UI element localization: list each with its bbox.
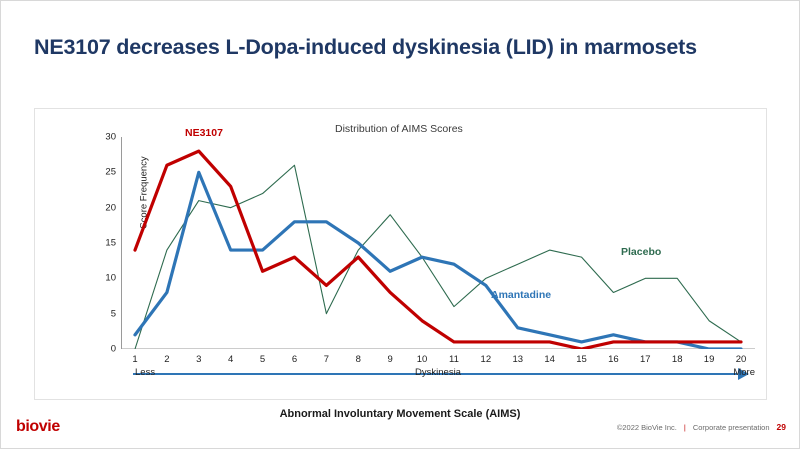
x-tick-label: 2 (164, 354, 170, 365)
series-label-amantadine: Amantadine (491, 289, 552, 301)
x-tick-label: 7 (323, 354, 330, 365)
x-tick-label: 5 (259, 354, 266, 365)
brand-logo (16, 416, 112, 438)
page-number: 29 (776, 422, 786, 432)
axis-label-more: More (733, 367, 755, 378)
chart-panel (34, 108, 767, 400)
series-label-ne3107: NE3107 (185, 127, 223, 139)
x-tick-label: 15 (576, 354, 587, 365)
axis-label-less: Less (135, 367, 156, 378)
y-tick-label: 15 (105, 237, 116, 249)
x-tick-label: 8 (355, 354, 361, 365)
x-tick-label: 1 (132, 354, 138, 365)
x-tick-label: 20 (735, 354, 747, 365)
y-tick-label: 10 (105, 272, 116, 284)
footer-presentation: Corporate presentation (692, 422, 770, 432)
x-tick-label: 12 (480, 354, 492, 365)
chart-subtitle: Distribution of AIMS Scores (335, 123, 463, 135)
chart-svg (121, 137, 755, 349)
y-tick-label: 0 (110, 343, 116, 355)
x-tick-label: 3 (196, 354, 202, 365)
footer-caption: Abnormal Involuntary Movement Scale (AIMS) (279, 408, 521, 420)
dyskinesia-axis-strip (121, 367, 755, 385)
y-tick-label: 5 (110, 308, 116, 320)
x-tick-label: 4 (228, 354, 234, 365)
page-title: NE3107 decreases L-Dopa-induced dyskinesia (LID) in marmosets (34, 35, 697, 59)
y-axis-label: Score Frequency (138, 156, 150, 229)
footer-copyright: ©2022 BioVie Inc. (616, 422, 677, 432)
y-tick-label: 20 (105, 202, 116, 214)
x-tick-label: 17 (640, 354, 651, 365)
x-tick-label: 10 (416, 354, 428, 365)
series-label-placebo: Placebo (621, 246, 662, 258)
x-tick-label: 11 (449, 354, 459, 365)
x-tick-label: 14 (544, 354, 555, 365)
x-tick-label: 19 (703, 354, 715, 365)
x-tick-label: 18 (671, 354, 683, 365)
x-tick-label: 13 (512, 354, 524, 365)
footer-meta (617, 422, 786, 432)
footer-separator: | (683, 422, 686, 432)
axis-label-dyskinesia: Dyskinesia (415, 367, 461, 378)
x-tick-label: 6 (291, 354, 298, 365)
x-tick-label: 16 (608, 354, 619, 365)
y-tick-label: 25 (105, 166, 116, 178)
y-tick-label: 30 (105, 131, 116, 143)
series-line-amantadine (135, 172, 741, 349)
brand-logo-text: biovie (16, 418, 60, 435)
x-tick-label: 9 (387, 354, 393, 365)
